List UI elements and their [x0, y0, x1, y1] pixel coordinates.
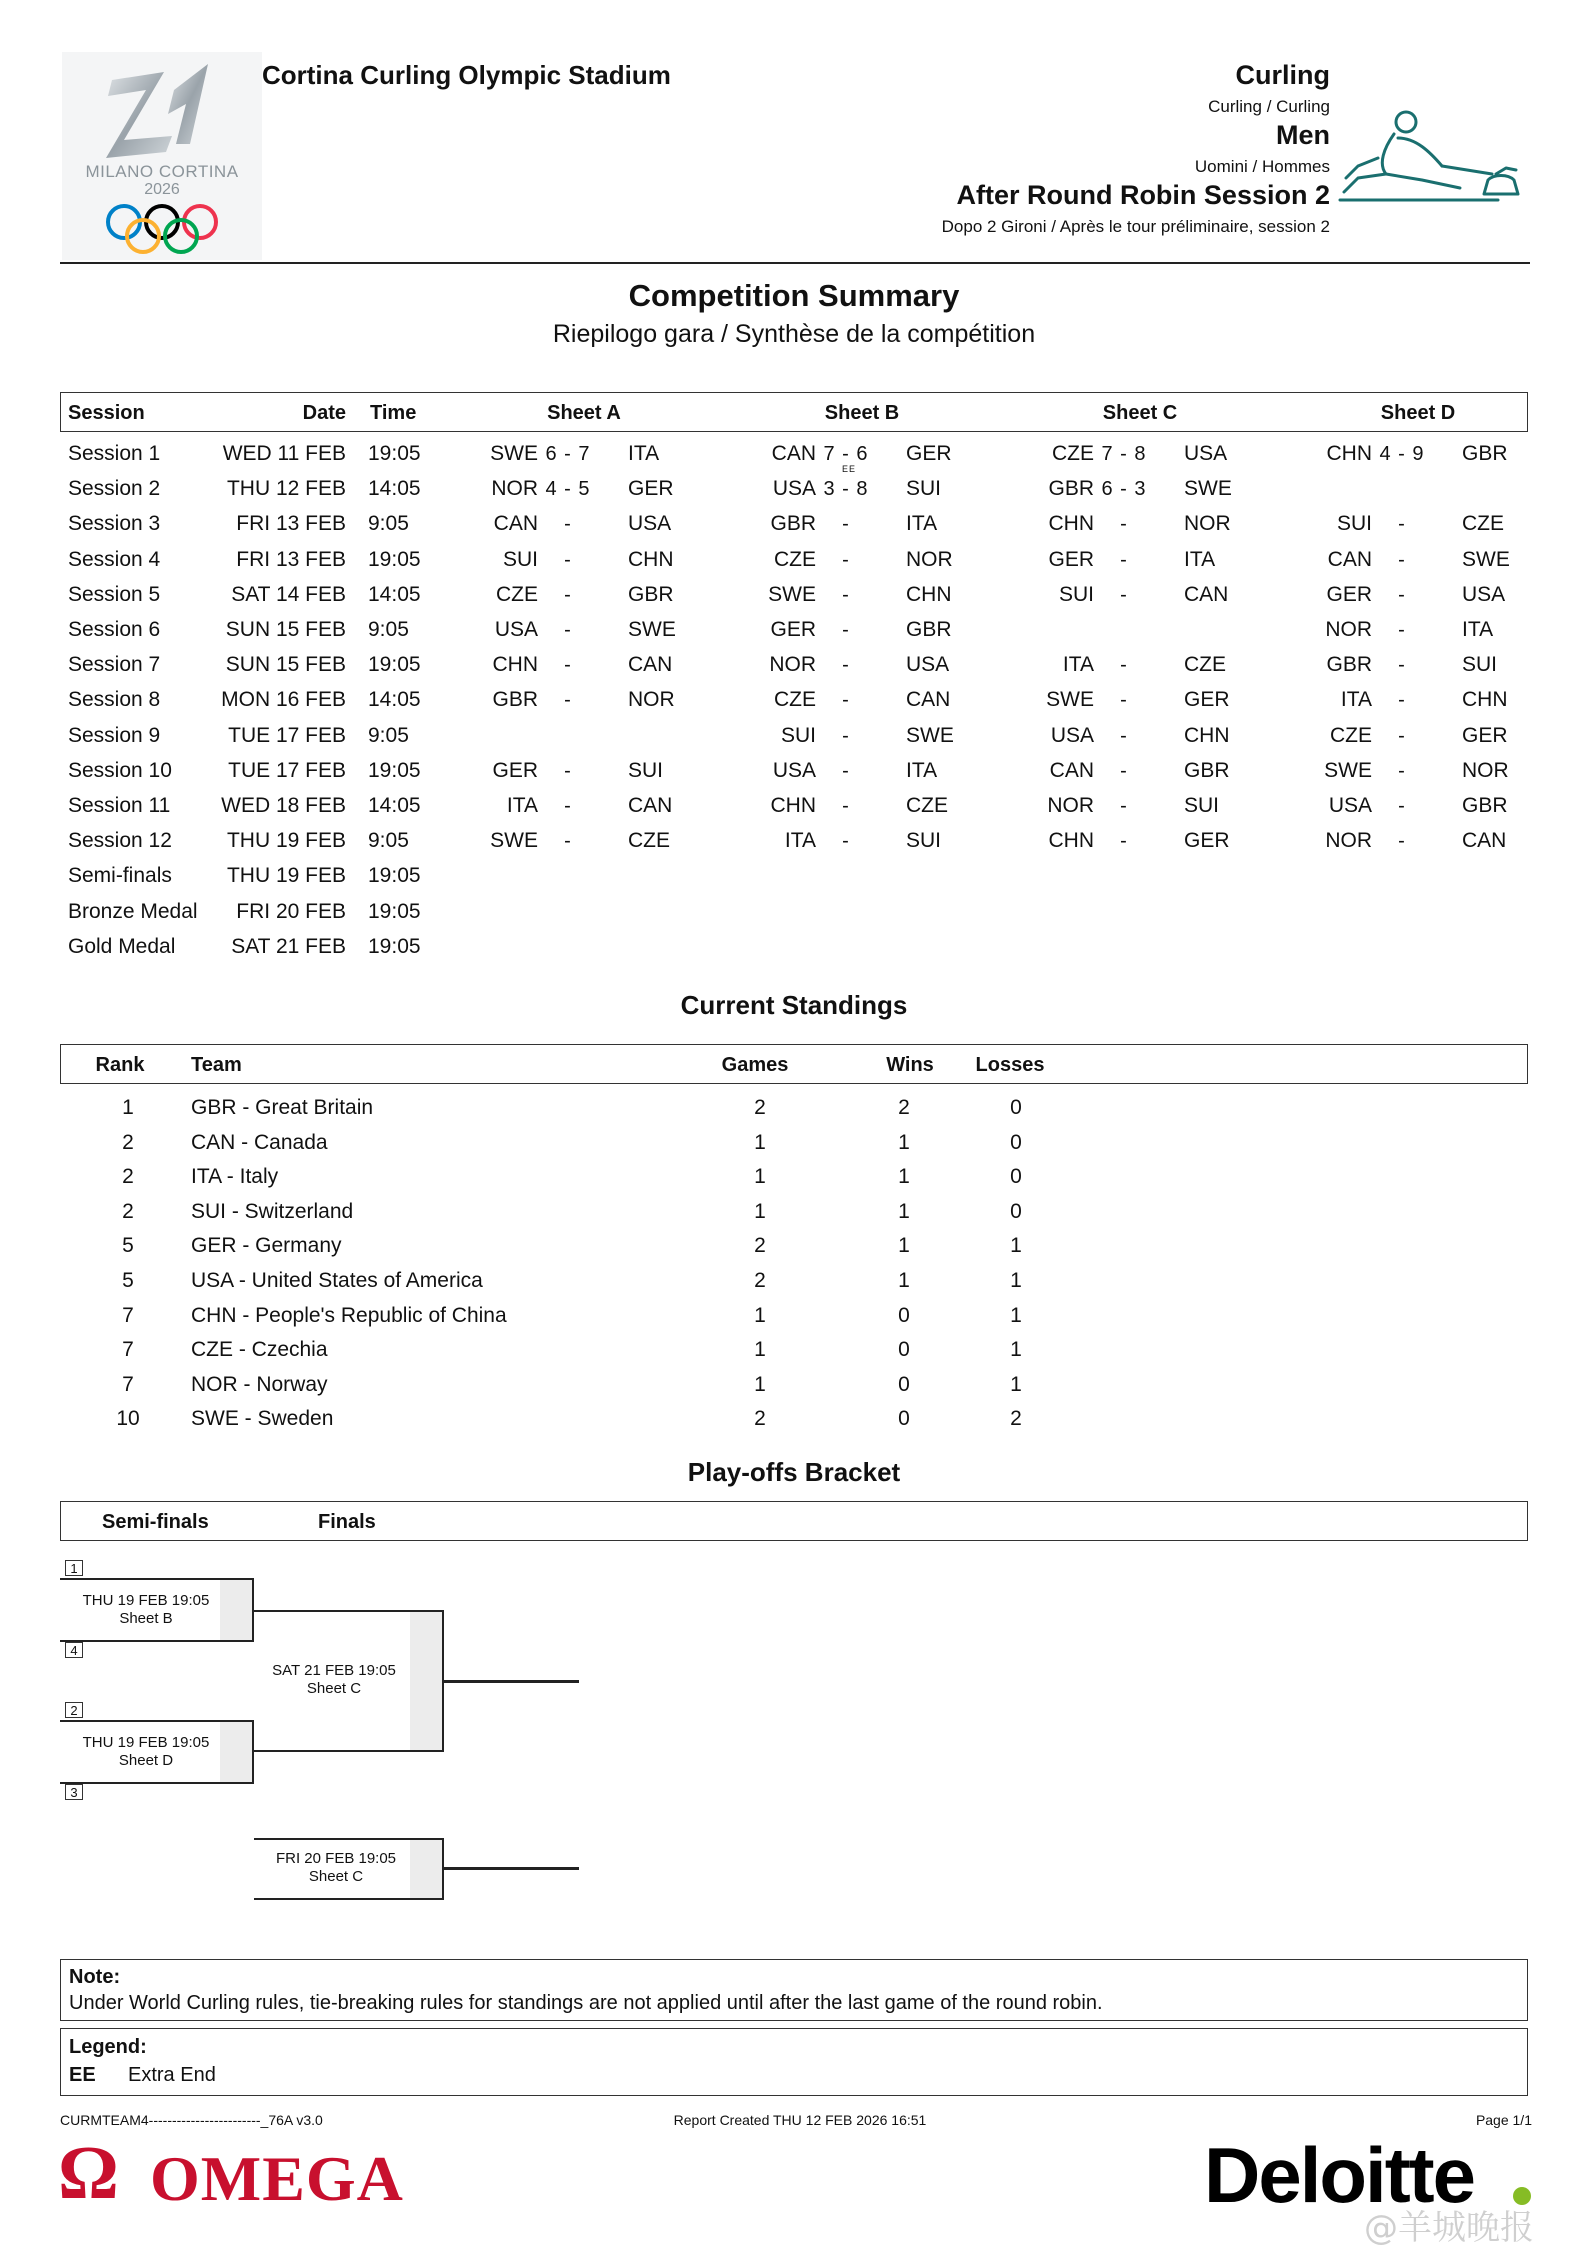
gold-final-when: SAT 21 FEB 19:05	[272, 1662, 396, 1679]
standings-losses: 1	[1010, 1303, 1022, 1327]
match-team-2: ITA	[906, 758, 938, 782]
match-score: -	[1120, 795, 1128, 817]
match-score: 4 - 5	[545, 478, 591, 501]
phase-subtitle: Dopo 2 Gironi / Après le tour préliminaire, session 2	[941, 217, 1330, 236]
standings-team: CZE - Czechia	[191, 1338, 328, 1362]
standings-games: 2	[754, 1096, 766, 1119]
match-team-1: GBR	[1326, 653, 1372, 677]
match-score: -	[1120, 583, 1128, 606]
match-team-2: CAN	[628, 653, 673, 677]
match-team-1: USA	[494, 618, 538, 641]
sport-title: Curling	[1235, 60, 1330, 90]
match-team-1: USA	[772, 477, 816, 501]
schedule-time: 14:05	[368, 688, 421, 712]
match-score: -	[842, 830, 850, 853]
gold-final-winner-line	[444, 1680, 579, 1683]
standings-team: SWE - Sweden	[191, 1407, 334, 1431]
standings-losses: 0	[1010, 1165, 1022, 1189]
match-team-1: CZE	[1330, 723, 1372, 747]
match-team-2: SWE	[1462, 547, 1510, 571]
page-title: Competition Summary	[628, 278, 960, 313]
legend-meaning: Extra End	[128, 2064, 216, 2086]
match-score: -	[842, 583, 850, 606]
seed-badge: 4	[65, 1642, 83, 1658]
schedule-header-sheet-a: Sheet A	[547, 402, 621, 424]
logo-year: 2026	[144, 181, 180, 198]
schedule-session: Session 4	[68, 547, 161, 571]
match-team-1: GER	[1048, 547, 1094, 571]
schedule-date: TUE 17 FEB	[228, 723, 346, 747]
match-team-1: GBR	[770, 512, 816, 536]
match-team-2: GBR	[1462, 794, 1508, 817]
venue-title: Cortina Curling Olympic Stadium	[262, 60, 671, 90]
match-team-2: SUI	[628, 758, 664, 782]
match-team-2: CAN	[906, 688, 951, 712]
standings-losses: 1	[1010, 1372, 1022, 1396]
match-team-2: USA	[1184, 442, 1228, 465]
match-team-1: CAN	[771, 442, 816, 465]
standings-wins: 1	[898, 1130, 910, 1154]
schedule-session: Gold Medal	[68, 934, 176, 958]
schedule-session: Session 6	[68, 618, 161, 641]
match-team-2: NOR	[1184, 512, 1231, 536]
standings-losses: 1	[1010, 1338, 1022, 1362]
standings-games: 2	[754, 1407, 766, 1431]
match-score: -	[842, 513, 850, 536]
match-score: -	[564, 513, 572, 536]
match-team-1: GER	[1326, 582, 1372, 606]
match-team-2: GBR	[1184, 758, 1230, 782]
schedule-time: 19:05	[368, 934, 421, 958]
schedule-time: 19:05	[368, 547, 421, 571]
standings-losses: 1	[1010, 1269, 1022, 1292]
standings-losses: 1	[1010, 1234, 1022, 1258]
schedule-header-session: Session	[68, 402, 145, 424]
header-divider	[60, 262, 1530, 264]
match-score: -	[564, 795, 572, 817]
bronze-final-winner-line	[444, 1867, 579, 1870]
standings-losses: 0	[1010, 1096, 1022, 1119]
match-score: -	[564, 619, 572, 641]
standings-title: Current Standings	[680, 990, 908, 1020]
match-team-1: CHN	[770, 794, 816, 817]
standings-team: GBR - Great Britain	[191, 1096, 374, 1119]
schedule-date: FRI 20 FEB	[236, 899, 346, 923]
match-score: -	[1120, 724, 1128, 747]
match-score: -	[1398, 795, 1406, 817]
schedule-session: Session 8	[68, 688, 161, 712]
omega-logo	[58, 2138, 418, 2212]
gold-final-sheet: Sheet C	[306, 1680, 362, 1697]
standings-games: 2	[754, 1269, 766, 1292]
match-team-2: GBR	[906, 618, 952, 641]
schedule-time: 19:05	[368, 653, 421, 677]
match-score: -	[1398, 830, 1406, 853]
schedule-date: WED 18 FEB	[221, 794, 346, 817]
match-score: -	[1398, 619, 1406, 641]
legend-code: EE	[69, 2064, 96, 2086]
note-label: Note:	[69, 1966, 121, 1988]
schedule-time: 14:05	[368, 582, 421, 606]
bracket-col-semis: Semi-finals	[102, 1511, 209, 1533]
match-score: -	[1398, 654, 1406, 677]
schedule-session: Session 3	[68, 512, 161, 536]
schedule-header-sheet-c: Sheet C	[1102, 402, 1178, 424]
standings-games: 1	[754, 1338, 766, 1362]
match-team-2: GER	[628, 477, 674, 501]
match-team-2: GER	[906, 442, 952, 465]
match-team-2: CZE	[906, 794, 948, 817]
match-score: -	[1120, 654, 1128, 677]
match-team-2: GER	[1184, 829, 1230, 853]
match-team-1: ITA	[506, 794, 538, 817]
standings-rank: 2	[122, 1165, 134, 1189]
match-score: 3 - 8	[823, 478, 869, 501]
bronze-final-when: FRI 20 FEB 19:05	[275, 1850, 397, 1867]
match-team-1: CHN	[1326, 442, 1372, 465]
schedule-time: 14:05	[368, 477, 421, 501]
schedule-date: SUN 15 FEB	[225, 653, 346, 677]
olympic-logo	[62, 52, 262, 260]
match-team-1: SWE	[490, 829, 538, 853]
match-team-2: GBR	[1462, 442, 1508, 465]
standings-header-team: Team	[191, 1054, 242, 1076]
sport-subtitle: Curling / Curling	[1208, 97, 1330, 116]
seed-badge: 2	[65, 1702, 83, 1718]
standings-rank: 5	[122, 1269, 134, 1292]
schedule-date: FRI 13 FEB	[236, 512, 346, 536]
match-team-2: NOR	[906, 547, 953, 571]
match-score: 4 - 9	[1379, 443, 1425, 465]
match-score: -	[842, 548, 850, 571]
match-team-2: CAN	[628, 794, 673, 817]
legend-label: Legend:	[69, 2036, 147, 2058]
match-team-1: NOR	[1325, 618, 1372, 641]
standings-games: 1	[754, 1372, 766, 1396]
match-score: 6 - 7	[545, 443, 591, 465]
schedule-header-sheet-d: Sheet D	[1380, 402, 1456, 424]
gender-subtitle: Uomini / Hommes	[1194, 157, 1330, 176]
schedule-session: Session 10	[68, 758, 172, 782]
schedule-date: WED 11 FEB	[222, 442, 346, 465]
standings-rank: 2	[122, 1130, 134, 1154]
standings-wins: 0	[898, 1407, 910, 1431]
schedule-time: 9:05	[368, 829, 409, 853]
standings-rank: 2	[122, 1199, 134, 1223]
match-score: -	[564, 759, 572, 782]
schedule-session: Session 5	[68, 582, 161, 606]
standings-team: CAN - Canada	[191, 1130, 328, 1154]
match-team-1: CZE	[774, 547, 816, 571]
match-team-1: CZE	[496, 582, 538, 606]
match-score: -	[564, 830, 572, 853]
match-score: -	[842, 759, 850, 782]
match-team-1: SWE	[490, 442, 538, 465]
standings-losses: 0	[1010, 1199, 1022, 1223]
schedule-time: 19:05	[368, 899, 421, 923]
match-team-2: CAN	[1462, 829, 1507, 853]
standings-team: CHN - People's Republic of China	[191, 1303, 507, 1327]
phase-title: After Round Robin Session 2	[956, 180, 1330, 210]
match-team-2: USA	[1462, 582, 1506, 606]
standings-team: SUI - Switzerland	[191, 1199, 354, 1223]
match-team-1: ITA	[1340, 688, 1372, 712]
match-team-1: GER	[770, 618, 816, 641]
match-score: -	[842, 795, 850, 817]
match-team-2: USA	[906, 653, 950, 677]
match-team-2: GER	[1184, 688, 1230, 712]
match-score: -	[1120, 759, 1128, 782]
match-team-2: CHN	[628, 547, 674, 571]
match-team-2: CZE	[628, 829, 670, 853]
schedule-date: SAT 21 FEB	[231, 934, 346, 958]
schedule-time: 19:05	[368, 864, 421, 888]
bracket-header-bar	[60, 1501, 1528, 1541]
match-score: -	[1398, 583, 1406, 606]
schedule-date: MON 16 FEB	[221, 688, 346, 712]
match-score: -	[564, 548, 572, 571]
schedule-header-sheet-b: Sheet B	[824, 402, 900, 424]
schedule-session: Session 2	[68, 477, 161, 501]
standings-wins: 2	[898, 1096, 910, 1119]
schedule-session: Session 1	[68, 442, 161, 465]
match-score: -	[1398, 513, 1406, 536]
schedule-session: Session 9	[68, 723, 161, 747]
match-team-1: SWE	[1046, 688, 1094, 712]
standings-rank: 10	[116, 1407, 140, 1431]
standings-team: NOR - Norway	[191, 1372, 328, 1396]
standings-wins: 0	[898, 1338, 910, 1362]
standings-wins: 1	[898, 1199, 910, 1223]
match-score: -	[842, 689, 850, 712]
semi-final-2-label	[62, 1734, 230, 1770]
match-team-1: SUI	[1336, 512, 1372, 536]
match-team-1: CAN	[1327, 547, 1372, 571]
match-team-2: ITA	[1462, 618, 1494, 641]
footer-report: Report Created THU 12 FEB 2026 16:51	[673, 2112, 927, 2128]
standings-wins: 1	[898, 1234, 910, 1258]
curling-pictogram-icon	[1338, 108, 1534, 204]
bronze-final-label	[256, 1850, 416, 1886]
bronze-final-sheet: Sheet C	[308, 1868, 364, 1885]
standings-team: GER - Germany	[191, 1234, 342, 1258]
match-team-1: USA	[1328, 794, 1372, 817]
schedule-time: 9:05	[368, 618, 409, 641]
match-team-2: SUI	[906, 477, 942, 501]
schedule-date: TUE 17 FEB	[228, 758, 346, 782]
match-score: -	[842, 724, 850, 747]
schedule-header-date: Date	[302, 402, 346, 424]
omega-symbol-icon: Ω	[58, 2138, 119, 2212]
match-team-1: NOR	[769, 653, 816, 677]
match-team-1: SUI	[1058, 582, 1094, 606]
standings-team: USA - United States of America	[191, 1269, 483, 1292]
match-team-2: NOR	[1462, 758, 1509, 782]
schedule-date: SUN 15 FEB	[225, 618, 346, 641]
schedule-header-time: Time	[370, 402, 417, 424]
match-team-2: CZE	[1184, 653, 1226, 677]
standings-games: 2	[754, 1234, 766, 1258]
schedule-time: 9:05	[368, 512, 409, 536]
match-team-1: CZE	[774, 688, 816, 712]
standings-wins: 0	[898, 1372, 910, 1396]
match-team-1: CHN	[1048, 829, 1094, 853]
match-score: -	[1398, 548, 1406, 571]
match-score: -	[1398, 689, 1406, 712]
footer-page: Page 1/1	[1475, 2112, 1532, 2128]
match-score: -	[1398, 724, 1406, 747]
standings-wins: 1	[898, 1269, 910, 1292]
omega-wordmark: OMEGA	[150, 2143, 404, 2212]
match-score: -	[842, 654, 850, 677]
bracket-col-finals: Finals	[318, 1511, 376, 1533]
match-team-1: SWE	[1324, 758, 1372, 782]
semi-final-2-sheet: Sheet D	[118, 1752, 174, 1769]
schedule-date: THU 19 FEB	[226, 829, 346, 853]
match-team-2: GER	[1462, 723, 1508, 747]
match-score: -	[1120, 548, 1128, 571]
match-team-2: NOR	[628, 688, 675, 712]
match-team-1: NOR	[491, 477, 538, 501]
match-score: -	[564, 654, 572, 677]
schedule-session: Session 7	[68, 653, 161, 677]
match-score: 7 - 8	[1101, 443, 1147, 465]
match-team-1: GER	[492, 758, 538, 782]
schedule-time: 19:05	[368, 758, 421, 782]
watermark: @羊城晚报	[1364, 2208, 1534, 2248]
match-team-2: ITA	[628, 442, 660, 465]
match-score: -	[1398, 759, 1406, 782]
standings-losses: 2	[1010, 1407, 1022, 1431]
match-score: -	[564, 689, 572, 712]
standings-games: 1	[754, 1130, 766, 1154]
footer-code: CURMTEAM4------------------------_76A v3.0	[60, 2112, 323, 2128]
standings-rank: 7	[122, 1338, 134, 1362]
bracket-title: Play-offs Bracket	[687, 1457, 901, 1487]
match-team-1: CAN	[493, 512, 538, 536]
match-team-1: NOR	[1325, 829, 1372, 853]
semi-final-1-sheet: Sheet B	[119, 1610, 173, 1627]
match-score: -	[564, 583, 572, 606]
schedule-session: Session 12	[68, 829, 172, 853]
match-score: -	[1120, 830, 1128, 853]
match-score: -	[1120, 513, 1128, 536]
schedule-date: SAT 14 FEB	[231, 582, 346, 606]
schedule-time: 9:05	[368, 723, 409, 747]
match-team-1: ITA	[1062, 653, 1094, 677]
match-team-1: SWE	[768, 582, 816, 606]
match-score: 7 - 6	[823, 443, 869, 465]
standings-header-games: Games	[721, 1054, 789, 1076]
match-team-1: NOR	[1047, 794, 1094, 817]
extra-end-marker: EE	[842, 464, 857, 474]
schedule-date: FRI 13 FEB	[236, 547, 346, 571]
match-team-2: GBR	[628, 582, 674, 606]
legend-box	[60, 2028, 1528, 2096]
standings-rank: 5	[122, 1234, 134, 1258]
schedule-session: Bronze Medal	[68, 899, 198, 923]
match-team-2: SUI	[1184, 794, 1220, 817]
match-score: -	[1120, 689, 1128, 712]
match-team-2: CHN	[1462, 688, 1508, 712]
match-team-1: CHN	[492, 653, 538, 677]
match-team-2: CZE	[1462, 512, 1504, 536]
match-team-2: SUI	[906, 829, 942, 853]
standings-rank: 7	[122, 1372, 134, 1396]
match-team-2: CAN	[1184, 582, 1229, 606]
match-team-2: USA	[628, 512, 672, 536]
gender-title: Men	[1276, 120, 1330, 150]
match-team-2: ITA	[906, 512, 938, 536]
seed-badge: 3	[65, 1784, 83, 1800]
standings-rank: 7	[122, 1303, 134, 1327]
schedule-date: THU 19 FEB	[226, 864, 346, 888]
match-team-1: USA	[772, 758, 816, 782]
standings-team: ITA - Italy	[191, 1165, 279, 1189]
standings-wins: 1	[898, 1165, 910, 1189]
semi-final-1-label	[62, 1592, 230, 1628]
deloitte-wordmark: Deloitte	[1204, 2131, 1475, 2219]
standings-wins: 0	[898, 1303, 910, 1327]
match-team-1: CZE	[1052, 442, 1094, 465]
match-team-2: SWE	[628, 618, 676, 641]
semi-final-1-when: THU 19 FEB 19:05	[82, 1592, 210, 1609]
standings-header-wins: Wins	[886, 1054, 934, 1076]
match-team-1: ITA	[784, 829, 816, 853]
match-team-1: USA	[1050, 723, 1094, 747]
match-team-1: SUI	[502, 547, 538, 571]
schedule-time: 14:05	[368, 794, 421, 817]
logo-text: MILANO CORTINA	[85, 162, 239, 181]
match-team-2: SUI	[1462, 653, 1498, 677]
standings-games: 1	[754, 1303, 766, 1327]
match-score: 6 - 3	[1101, 478, 1147, 501]
match-team-1: GBR	[1048, 477, 1094, 501]
match-team-2: SWE	[906, 723, 954, 747]
match-team-2: CHN	[906, 582, 952, 606]
schedule-date: THU 12 FEB	[226, 477, 346, 501]
standings-games: 1	[754, 1165, 766, 1189]
schedule-session: Semi-finals	[68, 864, 172, 888]
standings-header-losses: Losses	[975, 1054, 1045, 1076]
schedule-session: Session 11	[68, 794, 171, 817]
match-score: -	[842, 619, 850, 641]
match-team-1: CAN	[1049, 758, 1094, 782]
standings-games: 1	[754, 1199, 766, 1223]
gold-final-label	[256, 1662, 412, 1698]
match-team-2: SWE	[1184, 477, 1232, 501]
match-team-2: CHN	[1184, 723, 1230, 747]
match-team-1: GBR	[492, 688, 538, 712]
schedule-time: 19:05	[368, 442, 421, 465]
semi-final-2-when: THU 19 FEB 19:05	[82, 1734, 210, 1751]
standings-rank: 1	[122, 1096, 134, 1119]
match-team-1: CHN	[1048, 512, 1094, 536]
standings-losses: 0	[1010, 1130, 1022, 1154]
standings-header-rank: Rank	[95, 1054, 145, 1076]
match-team-2: ITA	[1184, 547, 1216, 571]
match-team-1: SUI	[780, 723, 816, 747]
page-subtitle: Riepilogo gara / Synthèse de la compétition	[552, 320, 1036, 348]
note-text: Under World Curling rules, tie-breaking rules for standings are not applied until after the last game of the round robin.	[69, 1992, 1103, 2014]
seed-badge: 1	[65, 1560, 83, 1576]
